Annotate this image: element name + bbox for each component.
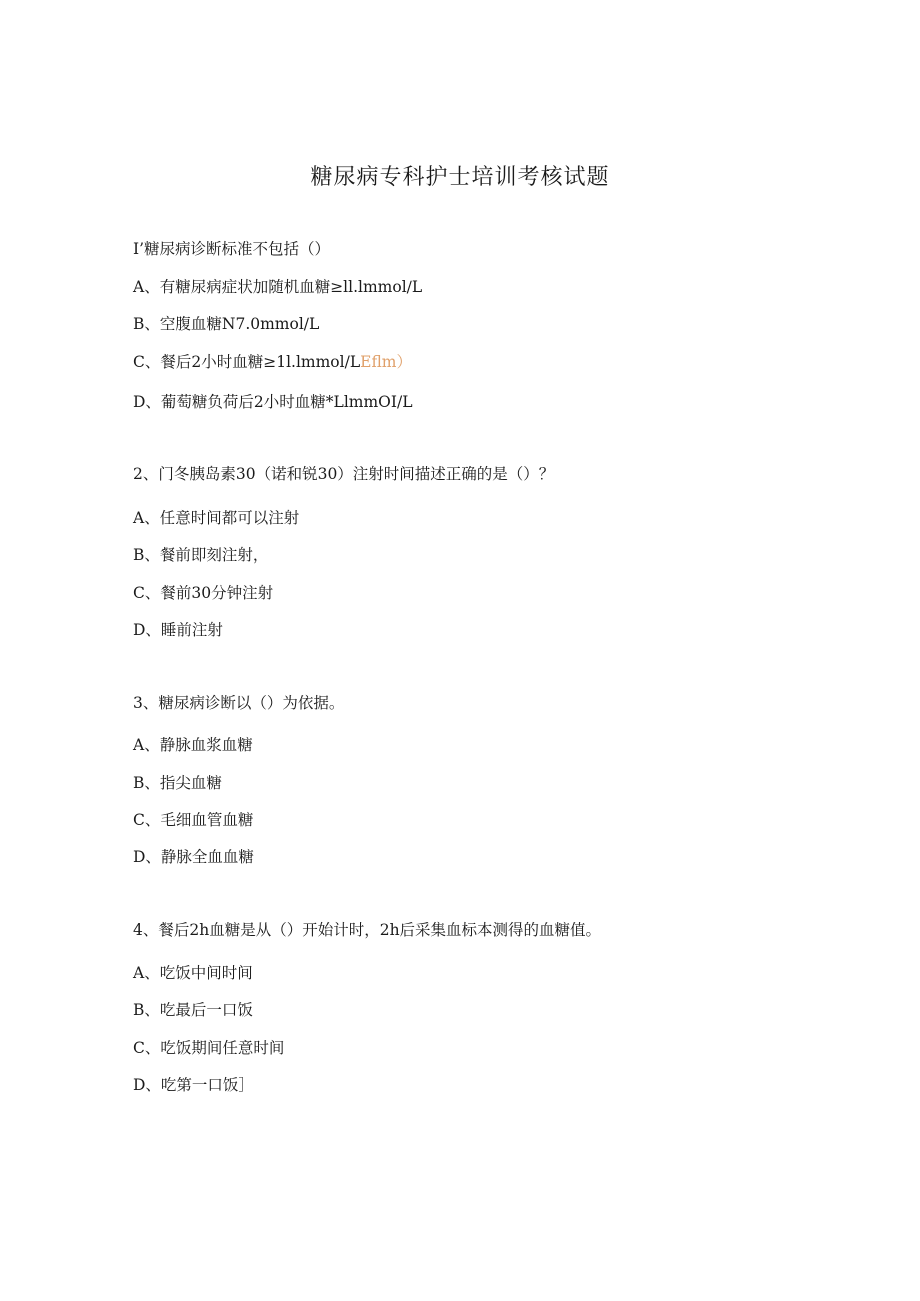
question-1-option-d: D、葡萄糖负荷后2小时血糖*LlmmOI/L [133, 393, 413, 411]
question-1-option-c-text: C、餐后2小时血糖≥1l.lmmol/L [133, 353, 361, 371]
question-2-option-d: D、睡前注射 [133, 621, 223, 639]
question-3-option-a: A、静脉血浆血糖 [133, 736, 253, 754]
question-2-option-b: B、餐前即刻注射， [133, 546, 269, 564]
question-2-stem: 2、门冬胰岛素30（诺和锐30）注射时间描述正确的是（）？ [133, 465, 555, 483]
question-4-option-d: D、吃第一口饭］ [133, 1076, 254, 1094]
question-4-option-a: A、吃饭中间时间 [133, 964, 253, 982]
question-1-stem: I’糖尿病诊断标准不包括（） [133, 240, 331, 258]
question-2-option-a: A、任意时间都可以注射 [133, 509, 300, 527]
question-3-option-b: B、指尖血糖 [133, 774, 222, 792]
question-2-option-c: C、餐前30分钟注射 [133, 584, 274, 602]
question-3-stem: 3、糖尿病诊断以（）为依据。 [133, 694, 345, 712]
question-4-option-c: C、吃饭期间任意时间 [133, 1039, 285, 1057]
question-3-option-c: C、毛细血管血糖 [133, 811, 254, 829]
question-3-option-d: D、静脉全血血糖 [133, 848, 254, 866]
page-title: 糖尿病专科护士培训考核试题 [310, 165, 610, 190]
question-1-option-c [133, 351, 412, 373]
question-1-option-c-note: Eflm） [360, 353, 412, 371]
question-1-option-b: B、空腹血糖N7.0mmol∕L [133, 315, 320, 333]
question-4-option-b: B、吃最后一口饭 [133, 1001, 253, 1019]
question-4-stem: 4、餐后2h血糖是从（）开始计时，2h后采集血标本测得的血糖值。 [133, 921, 602, 939]
question-1-option-a: A、有糖尿病症状加随机血糖≥ll.lmmol∕L [133, 278, 423, 296]
